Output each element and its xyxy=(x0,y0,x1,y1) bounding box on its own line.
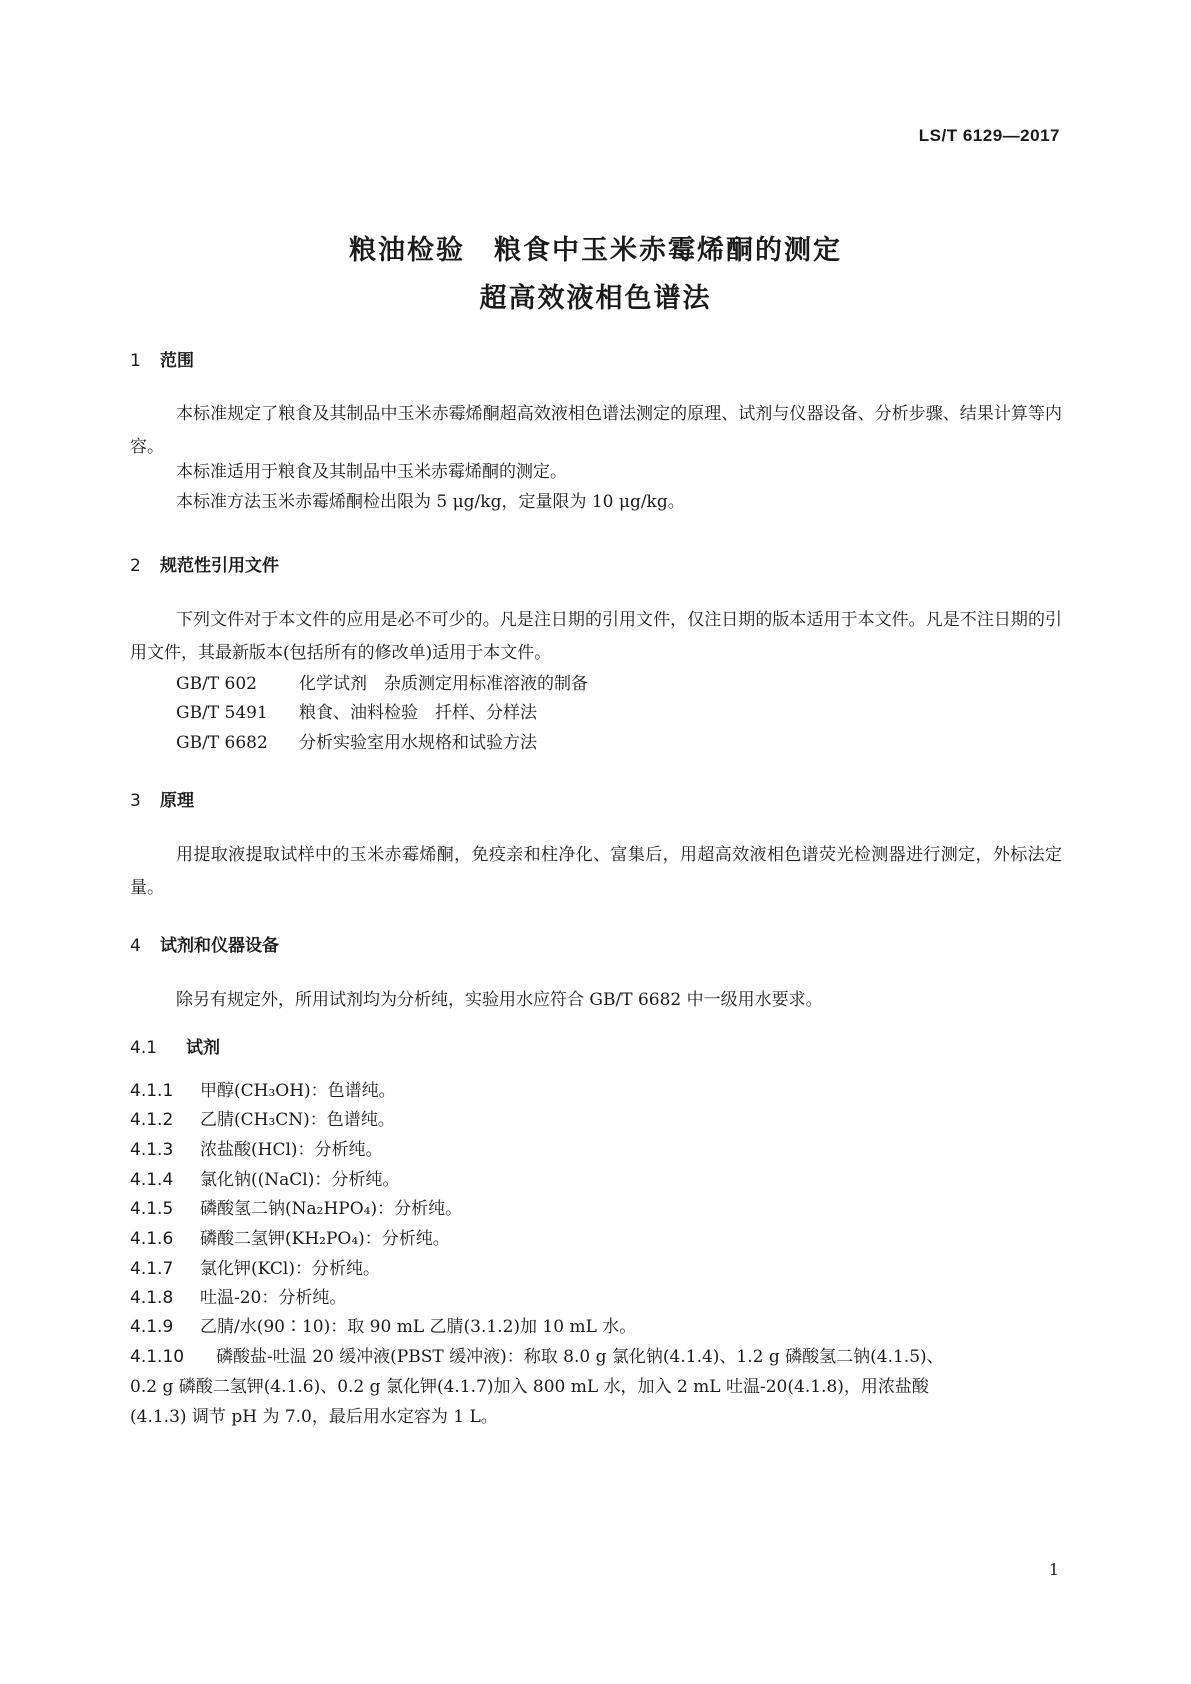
standard-code: LS/T 6129—2017 xyxy=(918,126,1060,145)
section-title: 试剂和仪器设备 xyxy=(160,936,279,956)
section-number: 3 xyxy=(130,791,141,811)
item-text-line1: 磷酸盐-吐温 20 缓冲液(PBST 缓冲液)：称取 8.0 g 氯化钠(4.1.4)、1.2 g 磷酸氢二钠(4.1.5)、 xyxy=(216,1347,944,1367)
section-1-heading xyxy=(130,346,194,371)
reagent-item xyxy=(130,1076,396,1101)
reagent-item xyxy=(130,1224,450,1249)
section-4-heading xyxy=(130,931,279,956)
reference-code: GB/T 6682 xyxy=(176,733,268,753)
reagent-item xyxy=(130,1194,462,1219)
item-number: 4.1.5 xyxy=(130,1199,174,1219)
item-number: 4.1.10 xyxy=(130,1347,185,1367)
reference-item xyxy=(176,698,537,723)
item-text: 乙腈(CH₃CN)：色谱纯。 xyxy=(200,1110,395,1130)
section-number: 2 xyxy=(130,556,141,576)
section-3-heading xyxy=(130,786,194,811)
item-number: 4.1.8 xyxy=(130,1288,174,1308)
reference-name: 化学试剂 杂质测定用标准溶液的制备 xyxy=(299,674,588,694)
reference-name: 分析实验室用水规格和试验方法 xyxy=(299,733,537,753)
item-text: 浓盐酸(HCl)：分析纯。 xyxy=(200,1140,383,1160)
section-number: 4 xyxy=(130,936,141,956)
section-title: 范围 xyxy=(160,351,194,371)
item-number: 4.1.9 xyxy=(130,1317,174,1337)
section-2-heading xyxy=(130,551,279,576)
reference-name: 粮食、油料检验 扦样、分样法 xyxy=(299,703,537,723)
section-4-paragraph-1: 除另有规定外，所用试剂均为分析纯，实验用水应符合 GB/T 6682 中一级用水要求。 xyxy=(176,990,823,1010)
reagent-item xyxy=(130,1283,346,1308)
item-text: 磷酸氢二钠(Na₂HPO₄)：分析纯。 xyxy=(200,1199,463,1219)
section-2-paragraph-1: 下列文件对于本文件的应用是必不可少的。凡是注日期的引用文件，仅注日期的版本适用于本文件。凡是不注日期的引用文件，其最新版本(包括所有的修改单)适用于本文件。 xyxy=(130,610,1062,663)
reference-item xyxy=(176,669,588,694)
reagent-item xyxy=(130,1254,380,1279)
document-title-line1: 粮油检验 粮食中玉米赤霉烯酮的测定 xyxy=(349,235,842,266)
item-text: 吐温-20：分析纯。 xyxy=(200,1288,347,1308)
subsection-4-1-heading xyxy=(130,1033,220,1058)
subsection-number: 4.1 xyxy=(130,1038,158,1058)
section-title: 规范性引用文件 xyxy=(160,556,279,576)
item-number: 4.1.7 xyxy=(130,1259,174,1279)
reagent-item-4-1-10 xyxy=(130,1342,944,1367)
item-text: 氯化钠((NaCl)：分析纯。 xyxy=(200,1170,400,1190)
section-1-paragraph-3: 本标准方法玉米赤霉烯酮检出限为 5 μg/kg，定量限为 10 μg/kg。 xyxy=(176,492,685,512)
section-1-paragraph-2: 本标准适用于粮食及其制品中玉米赤霉烯酮的测定。 xyxy=(176,462,567,482)
section-number: 1 xyxy=(130,351,141,371)
item-text: 乙腈/水(90∶10)：取 90 mL 乙腈(3.1.2)加 10 mL 水。 xyxy=(200,1317,637,1337)
section-1-paragraph-1: 本标准规定了粮食及其制品中玉米赤霉烯酮超高效液相色谱法测定的原理、试剂与仪器设备、分析步骤、结果计算等内容。 xyxy=(130,404,1062,457)
subsection-title: 试剂 xyxy=(186,1038,220,1058)
item-number: 4.1.4 xyxy=(130,1170,174,1190)
section-title: 原理 xyxy=(160,791,194,811)
reference-code: GB/T 5491 xyxy=(176,703,268,723)
reagent-item xyxy=(130,1312,636,1337)
reagent-item xyxy=(130,1165,399,1190)
item-number: 4.1.6 xyxy=(130,1229,174,1249)
item-number: 4.1.3 xyxy=(130,1140,174,1160)
item-number: 4.1.2 xyxy=(130,1110,174,1130)
item-text-line2: 0.2 g 磷酸二氢钾(4.1.6)、0.2 g 氯化钾(4.1.7)加入 800 mL 水，加入 2 mL 吐温-20(4.1.8)，用浓盐酸 xyxy=(130,1377,929,1397)
reference-code: GB/T 602 xyxy=(176,674,257,694)
item-text-line3: (4.1.3) 调节 pH 为 7.0，最后用水定容为 1 L。 xyxy=(130,1407,498,1427)
section-3-paragraph-1: 用提取液提取试样中的玉米赤霉烯酮，免疫亲和柱净化、富集后，用超高效液相色谱荧光检测器进行测定，外标法定量。 xyxy=(130,845,1062,898)
page-number: 1 xyxy=(1048,1560,1059,1579)
item-text: 磷酸二氢钾(KH₂PO₄)：分析纯。 xyxy=(200,1229,450,1249)
item-text: 氯化钾(KCl)：分析纯。 xyxy=(200,1259,380,1279)
reagent-item xyxy=(130,1105,395,1130)
reagent-item xyxy=(130,1135,383,1160)
document-title-line2: 超高效液相色谱法 xyxy=(479,283,712,314)
item-text: 甲醇(CH₃OH)：色谱纯。 xyxy=(200,1081,396,1101)
item-number: 4.1.1 xyxy=(130,1081,174,1101)
reference-item xyxy=(176,728,537,753)
